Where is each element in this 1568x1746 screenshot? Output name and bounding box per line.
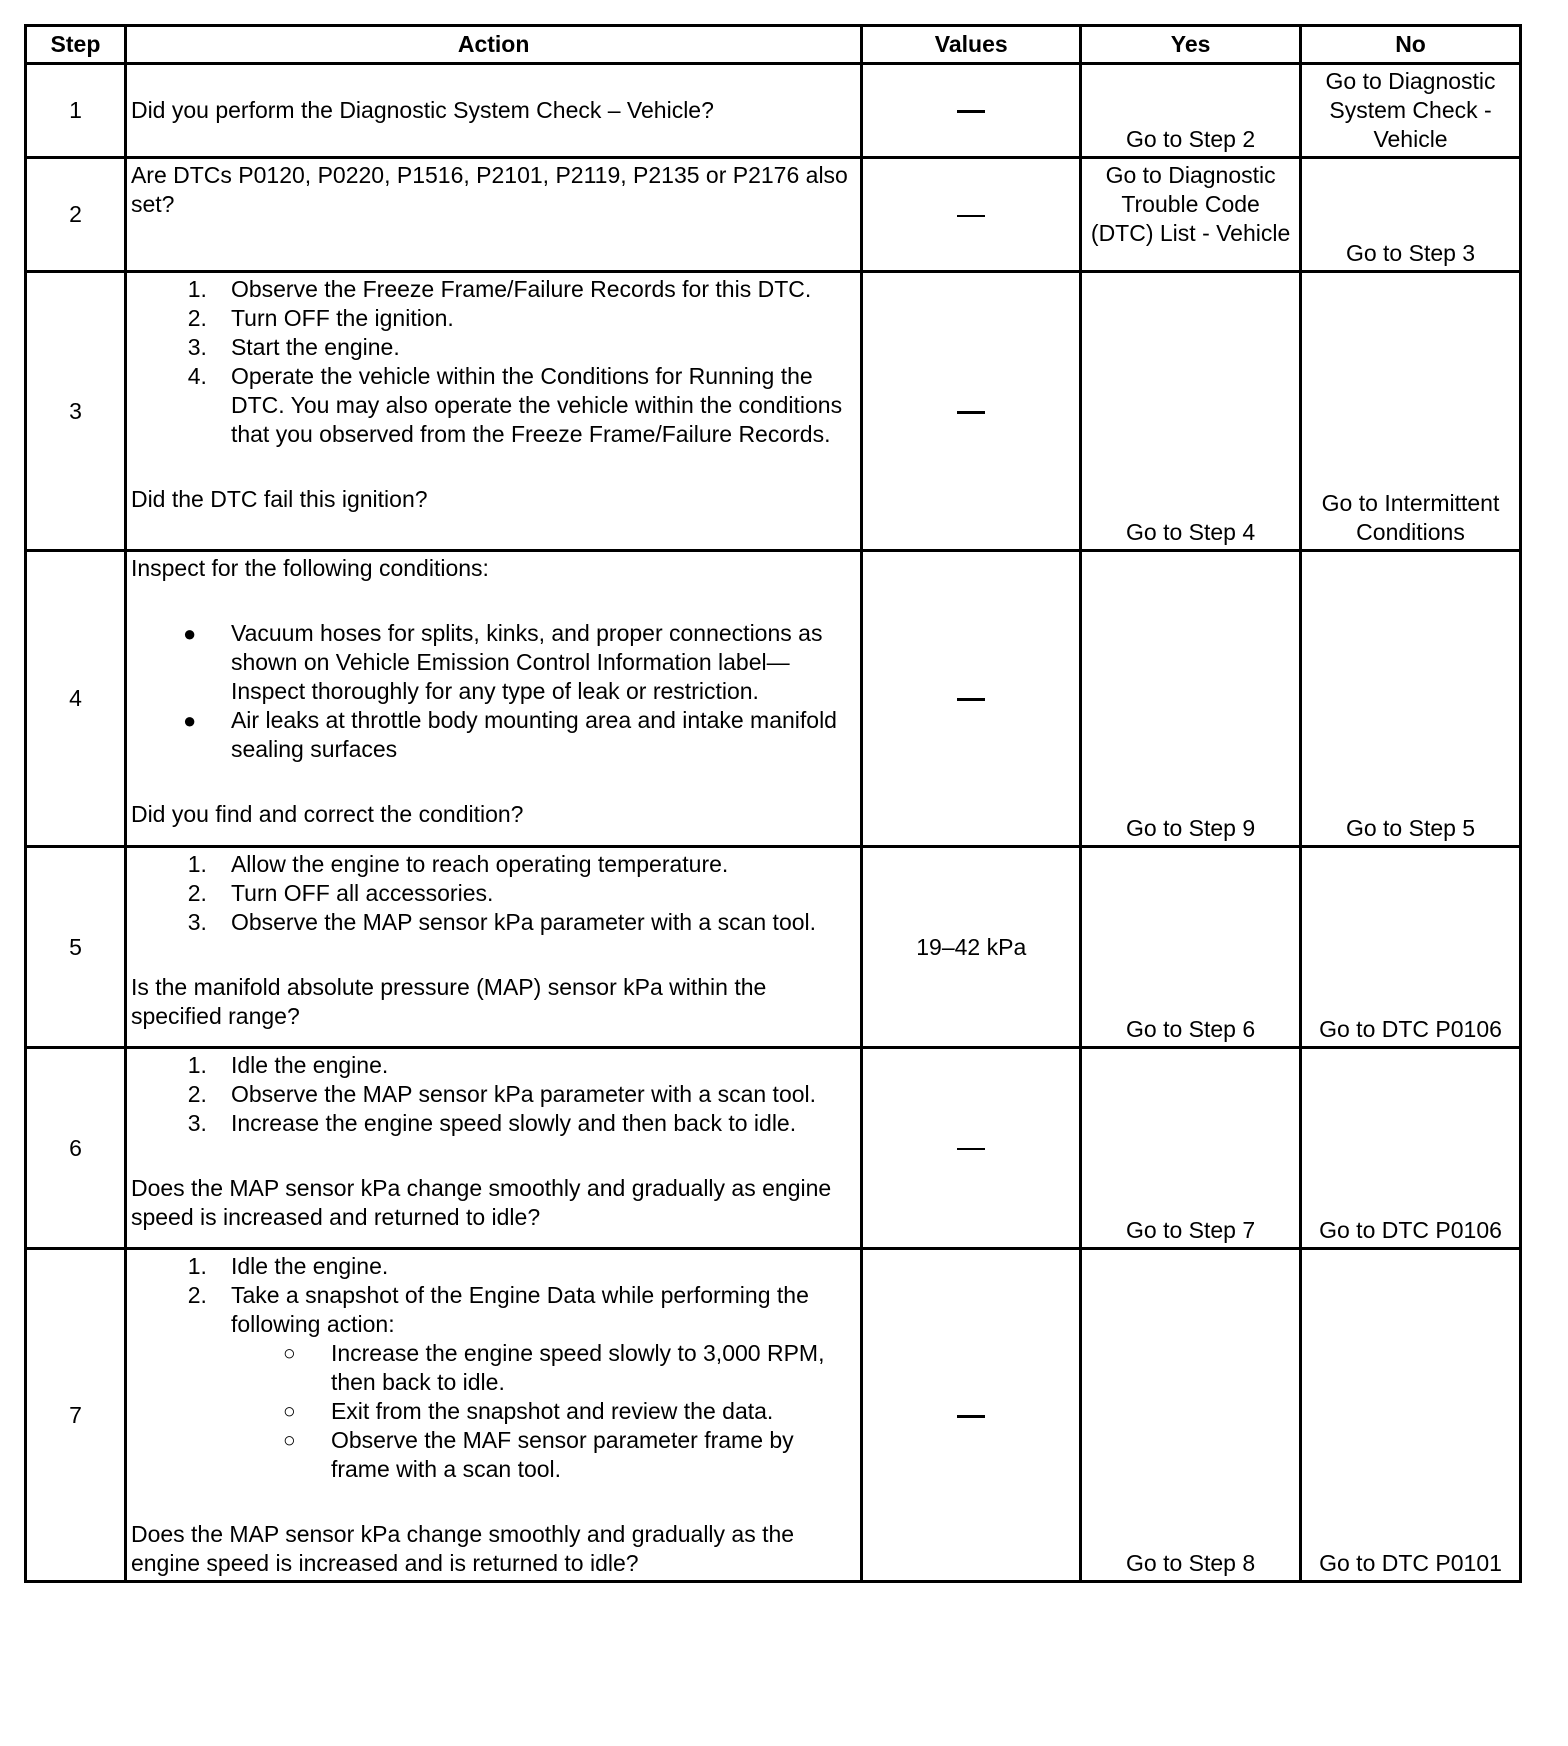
header-action: Action <box>125 26 861 64</box>
list-item: 2. Turn OFF all accessories. <box>187 880 494 906</box>
diagnostic-table <box>24 24 1522 1583</box>
step-number: 3 <box>26 272 126 551</box>
action-cell <box>125 551 861 847</box>
step-number: 5 <box>26 847 126 1048</box>
list-item: 1. Allow the engine to reach operating temperature. <box>187 851 729 877</box>
steps-list <box>131 1051 854 1138</box>
list-item: 3. Start the engine. <box>187 334 400 360</box>
dash-icon <box>957 1148 985 1150</box>
no-link[interactable]: Go to Diagnostic System Check - Vehicle <box>1301 64 1521 158</box>
table-row-step-2 <box>26 158 1521 272</box>
action-cell <box>125 1048 861 1249</box>
list-item: 3. Observe the MAP sensor kPa parameter with a scan tool. <box>187 909 817 935</box>
no-link[interactable]: Go to Step 5 <box>1301 551 1521 847</box>
list-item: 4. Operate the vehicle within the Conditions for Running the DTC. You may also operate the vehicle within the conditions that you observed from the Freeze Frame/Failure Records. <box>187 363 843 447</box>
header-step: Step <box>26 26 126 64</box>
yes-link[interactable]: Go to Diagnostic Trouble Code (DTC) List - Vehicle <box>1081 158 1301 272</box>
list-item: 1. Observe the Freeze Frame/Failure Records for this DTC. <box>187 276 812 302</box>
table-row-step-4 <box>26 551 1521 847</box>
action-cell <box>125 1249 861 1582</box>
yes-link[interactable]: Go to Step 9 <box>1081 551 1301 847</box>
no-link[interactable]: Go to Intermittent Conditions <box>1301 272 1521 551</box>
steps-list <box>131 1252 854 1484</box>
dash-icon <box>957 1415 985 1418</box>
question-text: Does the MAP sensor kPa change smoothly and gradually as the engine speed is increased and is returned to idle? <box>130 1521 795 1576</box>
no-link[interactable]: Go to DTC P0106 <box>1301 1048 1521 1249</box>
table-row-step-5 <box>26 847 1521 1048</box>
header-no: No <box>1301 26 1521 64</box>
question-text: Did you find and correct the condition? <box>130 801 524 827</box>
question-text: Does the MAP sensor kPa change smoothly and gradually as engine speed is increased and returned to idle? <box>130 1175 832 1230</box>
list-item: 2. Take a snapshot of the Engine Data while performing the following action: ○ Increase the engine speed slowly to 3,000 RPM, then back to idle. ○ Exit from the snapshot and review the data. ○ Observe the MAF sensor parameter frame by frame with a scan tool. <box>131 1281 854 1484</box>
steps-list <box>131 275 854 449</box>
list-item: 1. Idle the engine. <box>187 1253 389 1279</box>
table-row-step-1 <box>26 64 1521 158</box>
list-item: 3. Increase the engine speed slowly and then back to idle. <box>187 1110 797 1136</box>
step-number: 4 <box>26 551 126 847</box>
value-text: 19–42 kPa <box>862 847 1081 1048</box>
value-cell <box>862 1048 1081 1249</box>
value-cell <box>862 551 1081 847</box>
action-cell <box>125 847 861 1048</box>
dash-icon <box>957 215 985 217</box>
step-number: 1 <box>26 64 126 158</box>
no-link[interactable]: Go to DTC P0101 <box>1301 1249 1521 1582</box>
table-row-step-7 <box>26 1249 1521 1582</box>
list-item: ● Air leaks at throttle body mounting area and intake manifold sealing surfaces <box>182 707 837 762</box>
dash-icon <box>957 698 985 701</box>
action-text: Did you perform the Diagnostic System Check – Vehicle? <box>125 64 861 158</box>
value-cell <box>862 158 1081 272</box>
no-link[interactable]: Go to Step 3 <box>1301 158 1521 272</box>
table-row-step-3 <box>26 272 1521 551</box>
yes-link[interactable]: Go to Step 2 <box>1081 64 1301 158</box>
action-cell <box>125 272 861 551</box>
table-row-step-6 <box>26 1048 1521 1249</box>
steps-list <box>131 850 854 937</box>
yes-link[interactable]: Go to Step 6 <box>1081 847 1301 1048</box>
action-text: Are DTCs P0120, P0220, P1516, P2101, P2119, P2135 or P2176 also set? <box>125 158 861 272</box>
dash-icon <box>957 110 985 113</box>
yes-link[interactable]: Go to Step 7 <box>1081 1048 1301 1249</box>
list-item: 2. Observe the MAP sensor kPa parameter with a scan tool. <box>187 1081 817 1107</box>
bullet-list <box>131 619 854 764</box>
step-number: 6 <box>26 1048 126 1249</box>
sub-list-item: ○ Observe the MAF sensor parameter frame by frame with a scan tool. <box>282 1427 794 1482</box>
question-text: Is the manifold absolute pressure (MAP) sensor kPa within the specified range? <box>130 974 767 1029</box>
question-text: Did the DTC fail this ignition? <box>130 486 428 512</box>
header-yes: Yes <box>1081 26 1301 64</box>
value-cell <box>862 64 1081 158</box>
header-row <box>26 26 1521 64</box>
list-item: ● Vacuum hoses for splits, kinks, and proper connections as shown on Vehicle Emission Control Information label—Inspect thoroughly for any type of leak or restriction. <box>182 620 823 704</box>
sub-list-item: ○ Exit from the snapshot and review the data. <box>282 1398 774 1424</box>
yes-link[interactable]: Go to Step 8 <box>1081 1249 1301 1582</box>
yes-link[interactable]: Go to Step 4 <box>1081 272 1301 551</box>
step-number: 2 <box>26 158 126 272</box>
no-link[interactable]: Go to DTC P0106 <box>1301 847 1521 1048</box>
intro-text: Inspect for the following conditions: <box>130 555 489 581</box>
list-item: 2. Turn OFF the ignition. <box>187 305 454 331</box>
header-values: Values <box>862 26 1081 64</box>
step-number: 7 <box>26 1249 126 1582</box>
value-cell <box>862 1249 1081 1582</box>
value-cell <box>862 272 1081 551</box>
sub-list-item: ○ Increase the engine speed slowly to 3,000 RPM, then back to idle. <box>282 1340 825 1395</box>
sub-list <box>231 1339 854 1484</box>
list-item: 1. Idle the engine. <box>187 1052 389 1078</box>
dash-icon <box>957 411 985 414</box>
